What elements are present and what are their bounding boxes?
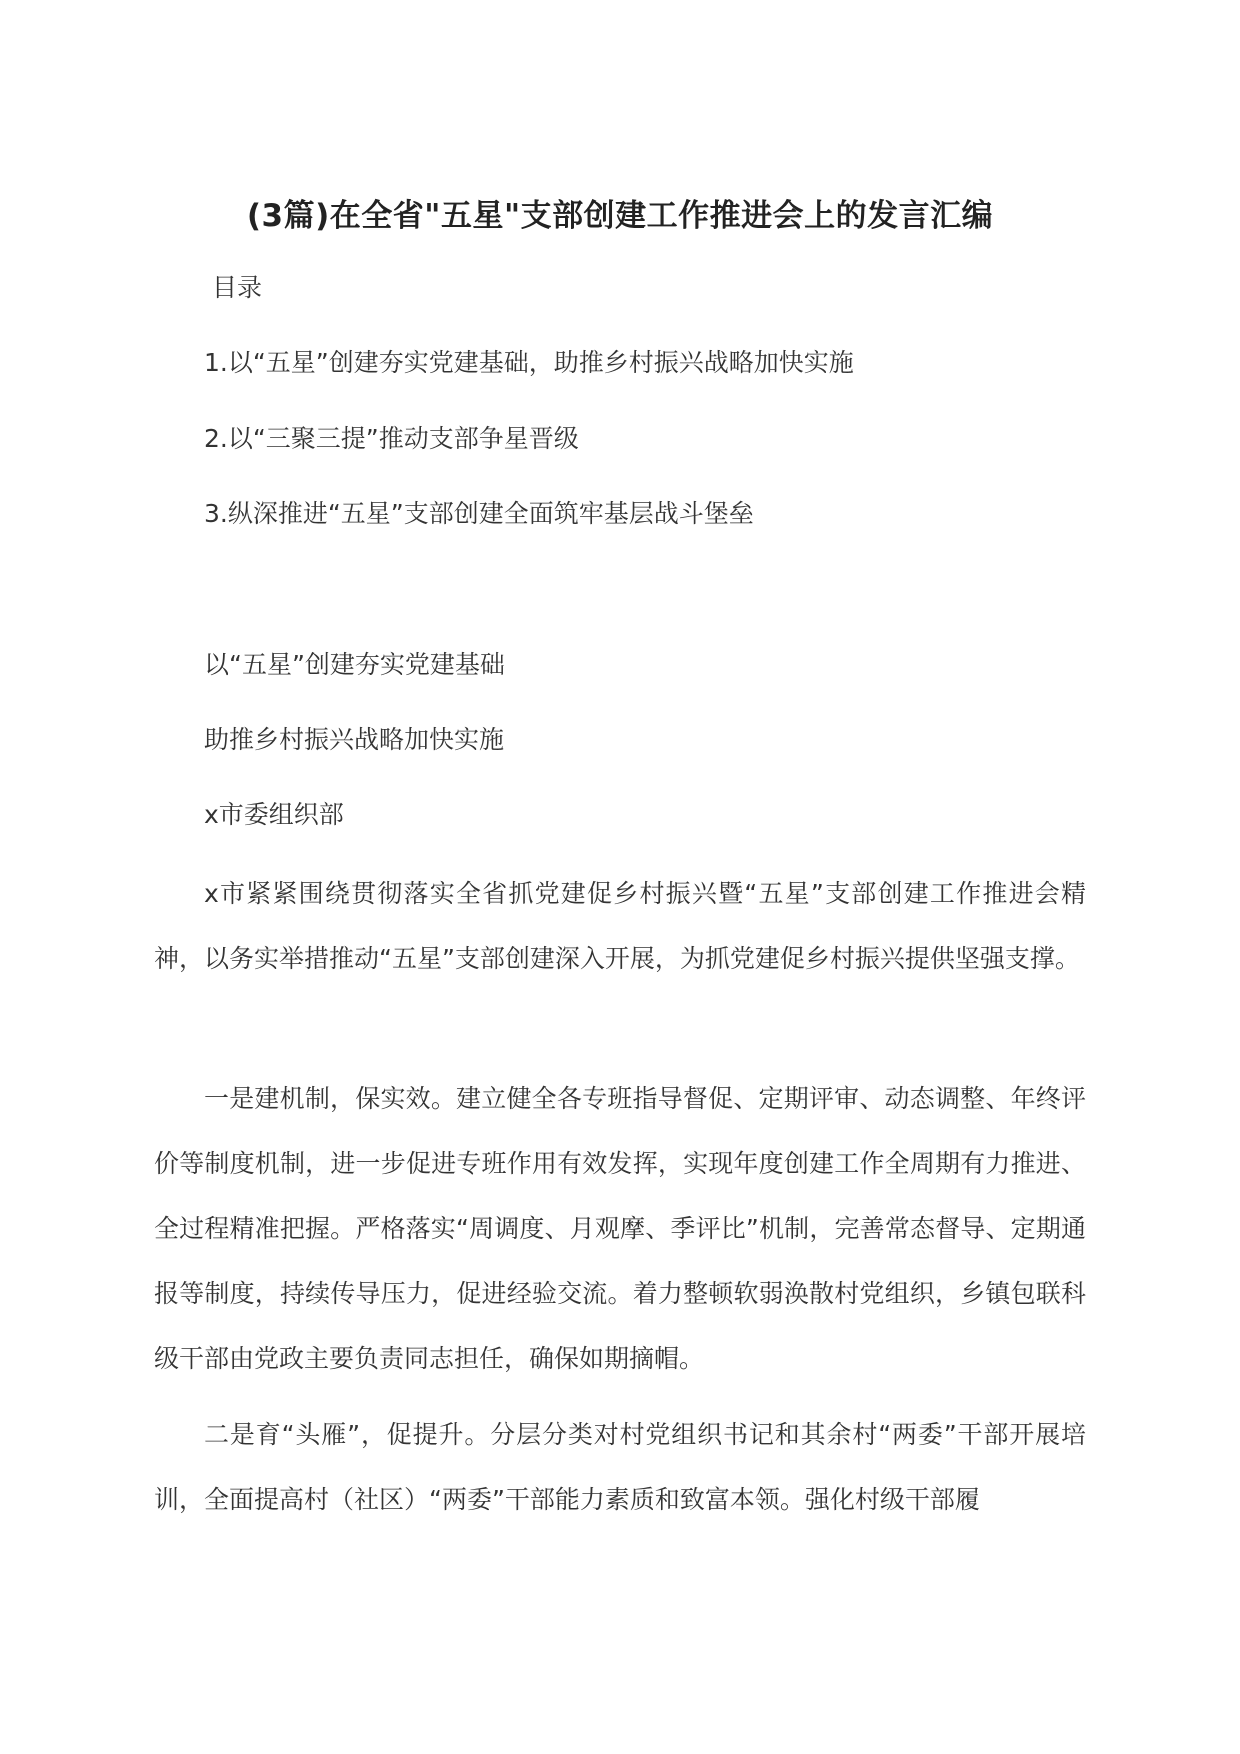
toc-heading: 目录 — [212, 273, 263, 302]
article-paragraph-3: 二是育“头雁”，促提升。分层分类对村党组织书记和其余村“两委”干部开展培训，全面提高村（社区）“两委”干部能力素质和致富本领。强化村级干部履 — [154, 1420, 1086, 1514]
toc-item-3: 3.纵深推进“五星”支部创建全面筑牢基层战斗堡垒 — [204, 499, 754, 528]
document-title: (3篇)在全省"五星"支部创建工作推进会上的发言汇编 — [246, 198, 994, 234]
article-title-line-2: 助推乡村振兴战略加快实施 — [204, 725, 505, 754]
toc-item-2: 2.以“三聚三提”推动支部争星晋级 — [204, 424, 579, 453]
article-paragraph-1: x市紧紧围绕贯彻落实全省抓党建促乡村振兴暨“五星”支部创建工作推进会精神，以务实举措推动“五星”支部创建深入开展，为抓党建促乡村振兴提供坚强支撑。 — [154, 879, 1086, 973]
article-author: x市委组织部 — [204, 800, 344, 829]
toc-item-1: 1.以“五星”创建夯实党建基础，助推乡村振兴战略加快实施 — [204, 348, 854, 377]
article-title-line-1: 以“五星”创建夯实党建基础 — [204, 650, 505, 679]
article-paragraph-2: 一是建机制，保实效。建立健全各专班指导督促、定期评审、动态调整、年终评价等制度机制，进一步促进专班作用有效发挥，实现年度创建工作全周期有力推进、全过程精准把握。严格落实“周调度、月观摩、季评比”机制，完善常态督导、定期通报等制度，持续传导压力，促进经验交流。着力整顿软弱涣散村党组织，乡镇包联科级干部由党政主要负责同志担任，确保如期摘帽。 — [154, 1084, 1086, 1373]
